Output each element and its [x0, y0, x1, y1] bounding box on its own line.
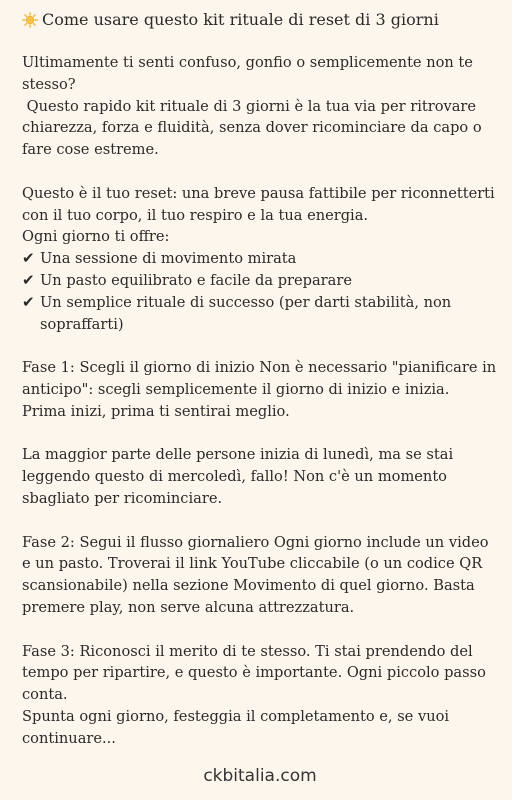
document-page [22, 8, 501, 786]
phase3-paragraph [22, 641, 498, 750]
intro-description: Questo rapido kit rituale di 3 giorni è la tua via per ritrovare chiarezza, forza e fluidità, senza dover ricominciare da capo o fare cose estreme. [22, 97, 487, 159]
page-title: Come usare questo kit rituale di reset di 3 giorni [42, 10, 439, 29]
intro-paragraph [22, 52, 498, 161]
majority-paragraph: La maggior parte delle persone inizia di lunedì, ma se stai leggendo questo di mercoledì, fallo! Non c'è un momento sbagliato per ricominciare. [22, 446, 458, 507]
check-item [22, 248, 498, 270]
check-item-text: Una sessione di movimento mirata [40, 250, 297, 268]
check-icon: ✔ [22, 292, 35, 311]
check-item-text: Un semplice rituale di successo (per darti stabilità, non sopraffarti) [40, 293, 456, 333]
phase3-text: Fase 3: Riconosci il merito di te stesso. Ti stai prendendo del tempo per ripartire, e questo è importante. Ogni piccolo passo conta. [22, 642, 491, 704]
sun-icon [22, 12, 38, 28]
check-icon: ✔ [22, 270, 35, 289]
phase1-paragraph: Fase 1: Scegli il giorno di inizio Non è necessario "pianificare in anticipo": scegli semplicemente il giorno di inizio e inizia. Prima inizi, prima ti sentirai meglio. [22, 359, 501, 420]
reset-paragraph [22, 183, 498, 336]
reset-description: Questo è il tuo reset: una breve pausa fattibile per riconnetterti con il tuo corpo, il tuo respiro e la tua energia. [22, 184, 500, 224]
check-item [22, 270, 498, 292]
check-item-text: Un pasto equilibrato e facile da preparare [40, 271, 352, 289]
title-row [22, 8, 498, 32]
intro-question: Ultimamente ti senti confuso, gonfio o semplicemente non te stesso? [22, 54, 478, 93]
footer-website: ckbitalia.com [203, 766, 317, 786]
check-icon: ✔ [22, 249, 35, 268]
phase2-paragraph: Fase 2: Segui il flusso giornaliero Ogni giorno include un video e un pasto. Troverai il link YouTube cliccabile (o un codice QR scansionabile) nella sezione Movimento di quel giorno. Basta premere play, non serve alcuna attrezzatura. [22, 533, 494, 616]
phase3-continue: Spunta ogni giorno, festeggia il completamento e, se vuoi continuare... [22, 707, 454, 747]
check-item [22, 292, 498, 336]
reset-offer-label: Ogni giorno ti offre: [22, 228, 170, 246]
